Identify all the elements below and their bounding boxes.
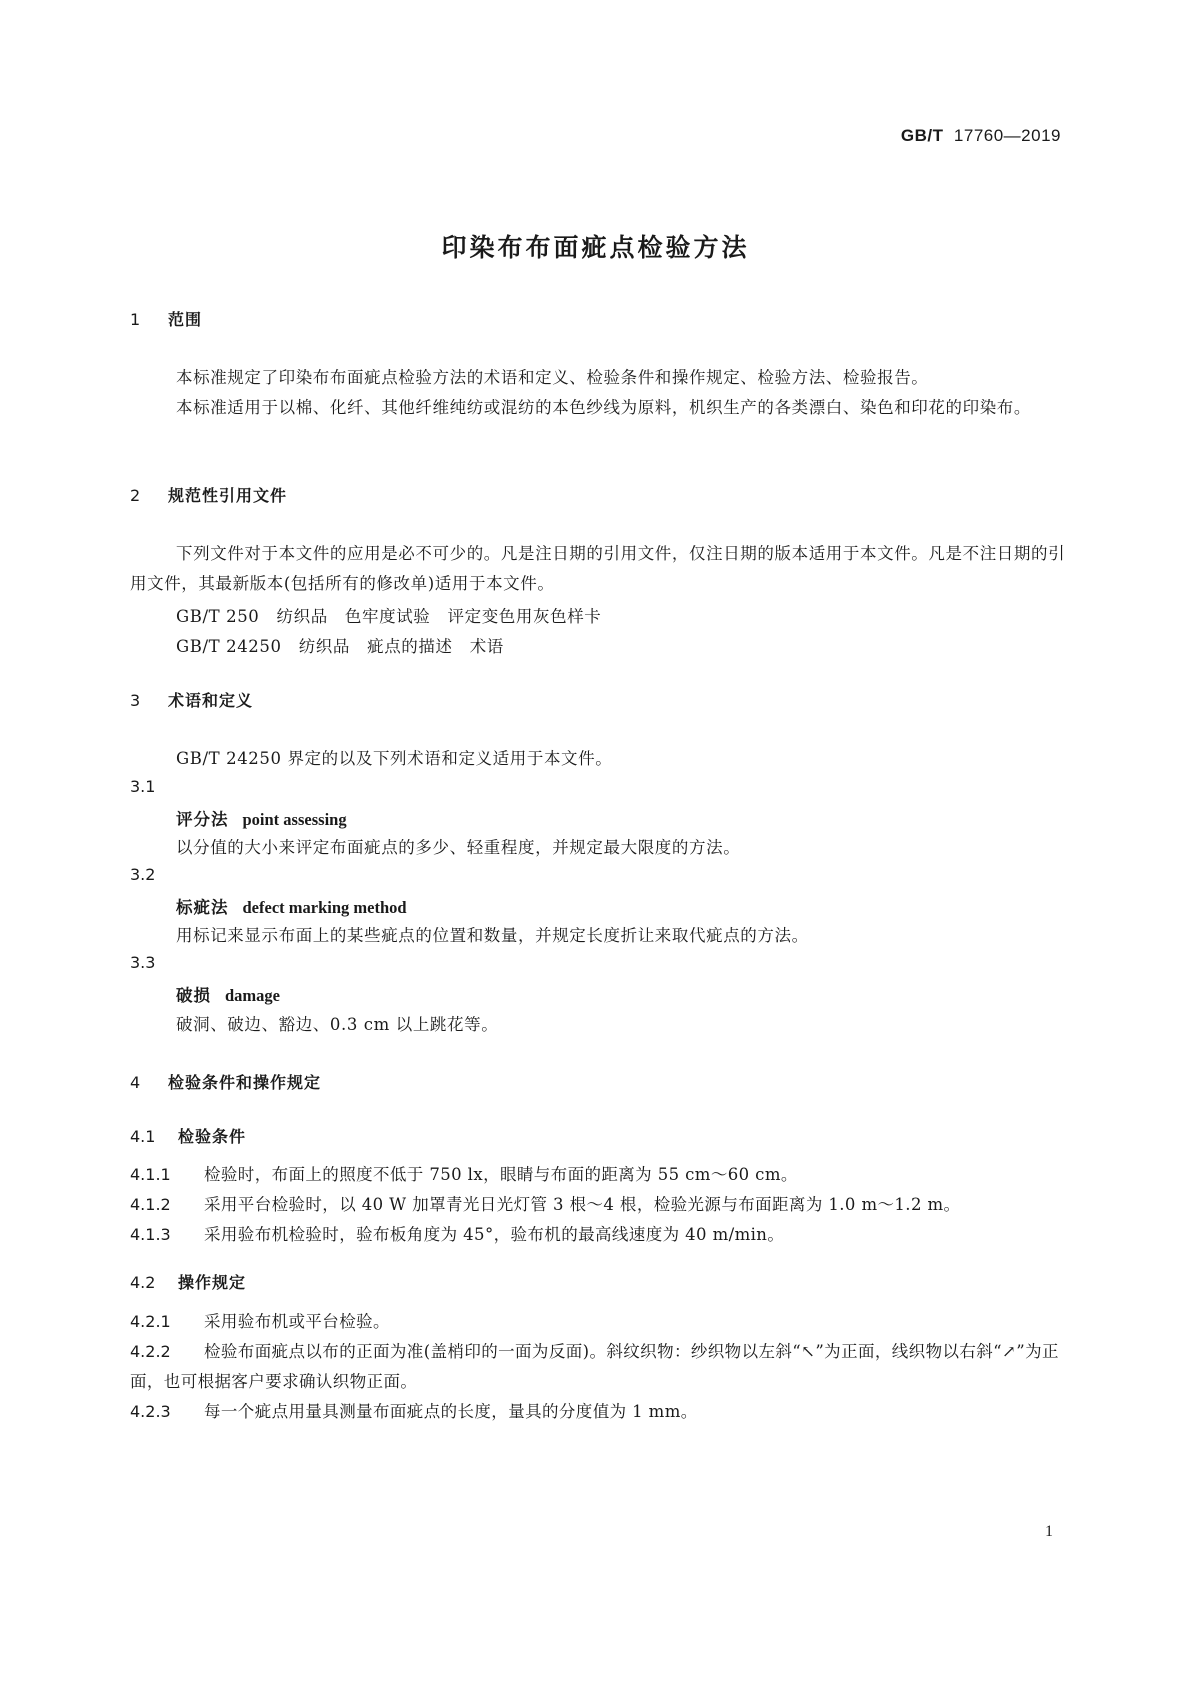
term-chinese: 标疵法 <box>176 898 229 917</box>
term-number: 3.2 <box>130 865 156 884</box>
subsection-title: 操作规定 <box>178 1273 247 1292</box>
term-definition: 以分值的大小来评定布面疵点的多少、轻重程度，并规定最大限度的方法。 <box>176 838 741 857</box>
clause-text: 每一个疵点用量具测量布面疵点的长度，量具的分度值为 1 mm。 <box>204 1402 698 1421</box>
clause-item <box>130 1397 1070 1427</box>
term-chinese: 破损 <box>176 986 211 1005</box>
clause-item <box>130 1307 1070 1337</box>
clause-number: 4.2.2 <box>130 1342 171 1361</box>
clause-number: 4.2.3 <box>130 1402 171 1421</box>
section-title: 规范性引用文件 <box>168 486 288 505</box>
clause-number: 4.1.2 <box>130 1195 171 1214</box>
clause-item <box>130 1160 1070 1190</box>
clause-number: 4.1.1 <box>130 1165 171 1184</box>
page-number: 1 <box>1045 1523 1053 1540</box>
term-definition: 破洞、破边、豁边、0.3 cm 以上跳花等。 <box>176 1015 499 1034</box>
section-number: 3 <box>130 691 141 710</box>
clause-text: 采用验布机或平台检验。 <box>204 1312 390 1331</box>
term-number: 3.1 <box>130 777 156 796</box>
subsection-4-2-heading <box>130 1270 246 1293</box>
term-number: 3.3 <box>130 953 156 972</box>
clause-item <box>130 1337 1070 1397</box>
clause-text: 采用验布机检验时，验布板角度为 45°，验布机的最高线速度为 40 m/min。 <box>204 1225 785 1244</box>
section-number: 1 <box>130 310 141 329</box>
clause-text: 采用平台检验时，以 40 W 加罩青光日光灯管 3 根～4 根，检验光源与布面距离为 1.0 m～1.2 m。 <box>204 1195 961 1214</box>
clause-item <box>130 1220 1070 1250</box>
page-title: 印染布布面疵点检验方法 <box>441 233 750 262</box>
term-english: damage <box>225 986 280 1005</box>
subsection-number: 4.1 <box>130 1127 156 1146</box>
section-number: 4 <box>130 1073 141 1092</box>
term-heading <box>176 982 280 1006</box>
section-4-heading <box>130 1070 321 1093</box>
section-2-heading <box>130 483 287 506</box>
clause-item <box>130 1190 1070 1220</box>
subsection-number: 4.2 <box>130 1273 156 1292</box>
standard-header <box>901 126 1061 146</box>
section-title: 检验条件和操作规定 <box>168 1073 322 1092</box>
clause-text: 检验时，布面上的照度不低于 750 lx，眼睛与布面的距离为 55 cm～60 cm。 <box>204 1165 798 1184</box>
clause-text: 检验布面疵点以布的正面为准(盖梢印的一面为反面)。斜纹织物：纱织物以左斜“↖”为正面，线织物以右斜“↗”为正面，也可根据客户要求确认织物正面。 <box>130 1342 1059 1391</box>
section-1-heading <box>130 307 202 330</box>
section-title: 范围 <box>168 310 203 329</box>
term-heading <box>176 894 407 918</box>
section-1-paragraph-2: 本标准适用于以棉、化纤、其他纤维纯纺或混纺的本色纱线为原料，机织生产的各类漂白、染色和印花的印染布。 <box>176 398 1031 417</box>
section-title: 术语和定义 <box>168 691 254 710</box>
section-2-paragraph-1: 下列文件对于本文件的应用是必不可少的。凡是注日期的引用文件，仅注日期的版本适用于本文件。凡是不注日期的引用文件，其最新版本(包括所有的修改单)适用于本文件。 <box>130 544 1066 593</box>
term-heading <box>176 806 347 830</box>
clause-number: 4.2.1 <box>130 1312 171 1331</box>
clause-number: 4.1.3 <box>130 1225 171 1244</box>
term-english: defect marking method <box>242 898 407 917</box>
standard-prefix: GB/T <box>900 126 944 145</box>
term-chinese: 评分法 <box>176 810 229 829</box>
standard-number: 17760—2019 <box>953 126 1061 145</box>
subsection-4-1-heading <box>130 1124 246 1147</box>
section-3-paragraph-1: GB/T 24250 界定的以及下列术语和定义适用于本文件。 <box>176 749 613 768</box>
normative-reference-1: GB/T 250 纺织品 色牢度试验 评定变色用灰色样卡 <box>176 607 602 626</box>
section-3-heading <box>130 688 253 711</box>
subsection-title: 检验条件 <box>178 1127 247 1146</box>
normative-reference-2: GB/T 24250 纺织品 疵点的描述 术语 <box>176 637 504 656</box>
term-english: point assessing <box>242 810 347 829</box>
term-definition: 用标记来显示布面上的某些疵点的位置和数量，并规定长度折让来取代疵点的方法。 <box>176 926 809 945</box>
section-1-paragraph-1: 本标准规定了印染布布面疵点检验方法的术语和定义、检验条件和操作规定、检验方法、检验报告。 <box>176 368 929 387</box>
section-number: 2 <box>130 486 141 505</box>
